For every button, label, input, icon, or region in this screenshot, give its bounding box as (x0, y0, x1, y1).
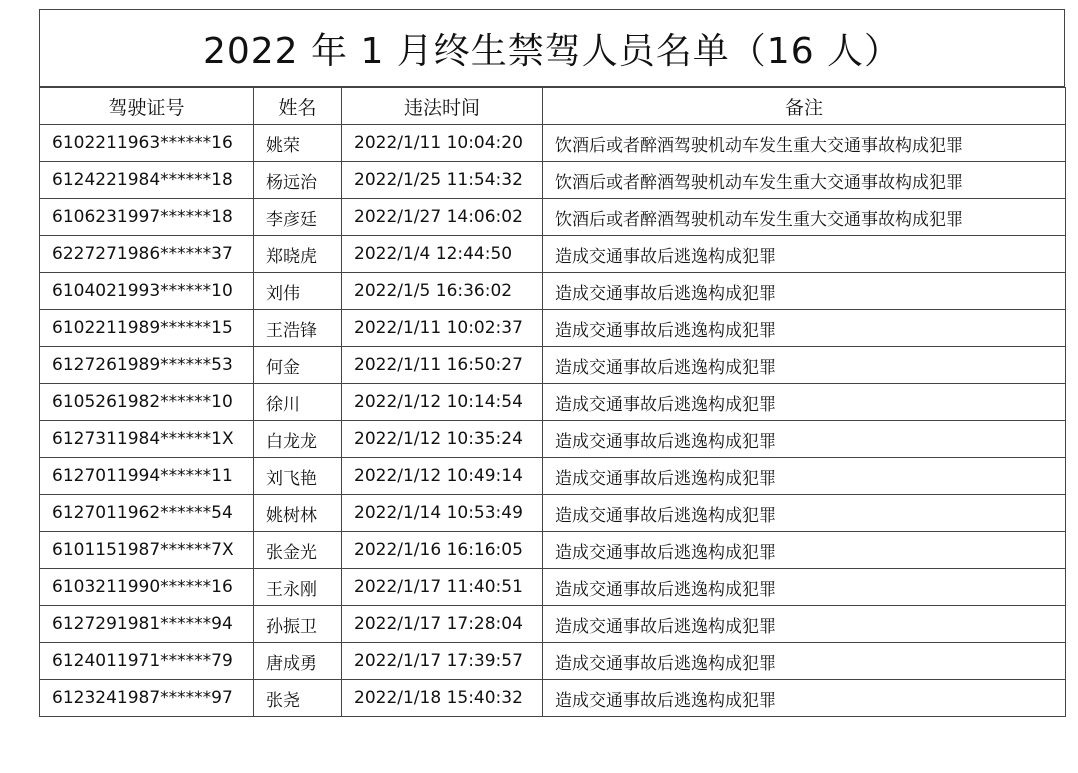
cell-violation-time: 2022/1/18 15:40:32 (342, 680, 543, 717)
cell-remarks: 造成交通事故后逃逸构成犯罪 (543, 680, 1066, 717)
table-row (40, 384, 1066, 421)
header-violation-time: 违法时间 (342, 88, 543, 125)
cell-name: 刘伟 (254, 273, 342, 310)
header-name: 姓名 (254, 88, 342, 125)
cell-violation-time: 2022/1/11 10:02:37 (342, 310, 543, 347)
cell-license-number: 6102211963******16 (40, 125, 254, 162)
cell-license-number: 6127291981******94 (40, 606, 254, 643)
table-row (40, 310, 1066, 347)
cell-name: 张金光 (254, 532, 342, 569)
cell-violation-time: 2022/1/17 17:39:57 (342, 643, 543, 680)
cell-violation-time: 2022/1/14 10:53:49 (342, 495, 543, 532)
table-row (40, 680, 1066, 717)
cell-name: 王永刚 (254, 569, 342, 606)
cell-name: 姚荣 (254, 125, 342, 162)
table-row (40, 421, 1066, 458)
cell-remarks: 造成交通事故后逃逸构成犯罪 (543, 606, 1066, 643)
header-license-number: 驾驶证号 (40, 88, 254, 125)
cell-remarks: 造成交通事故后逃逸构成犯罪 (543, 458, 1066, 495)
cell-name: 刘飞艳 (254, 458, 342, 495)
cell-name: 杨远治 (254, 162, 342, 199)
cell-remarks: 造成交通事故后逃逸构成犯罪 (543, 532, 1066, 569)
cell-remarks: 造成交通事故后逃逸构成犯罪 (543, 495, 1066, 532)
cell-name: 张尧 (254, 680, 342, 717)
cell-violation-time: 2022/1/17 11:40:51 (342, 569, 543, 606)
cell-name: 白龙龙 (254, 421, 342, 458)
cell-license-number: 6127311984******1X (40, 421, 254, 458)
cell-remarks: 造成交通事故后逃逸构成犯罪 (543, 421, 1066, 458)
table-row (40, 273, 1066, 310)
banned-drivers-sheet (39, 9, 1065, 717)
cell-remarks: 饮酒后或者醉酒驾驶机动车发生重大交通事故构成犯罪 (543, 125, 1066, 162)
table-row (40, 532, 1066, 569)
cell-violation-time: 2022/1/12 10:14:54 (342, 384, 543, 421)
cell-remarks: 造成交通事故后逃逸构成犯罪 (543, 384, 1066, 421)
cell-name: 唐成勇 (254, 643, 342, 680)
cell-violation-time: 2022/1/4 12:44:50 (342, 236, 543, 273)
cell-name: 姚树林 (254, 495, 342, 532)
table-row (40, 643, 1066, 680)
cell-license-number: 6102211989******15 (40, 310, 254, 347)
page-title: 2022 年 1 月终生禁驾人员名单（16 人） (39, 9, 1065, 87)
cell-name: 徐川 (254, 384, 342, 421)
table-row (40, 347, 1066, 384)
drivers-table (39, 87, 1066, 717)
cell-violation-time: 2022/1/12 10:49:14 (342, 458, 543, 495)
cell-license-number: 6127261989******53 (40, 347, 254, 384)
table-row (40, 125, 1066, 162)
cell-remarks: 饮酒后或者醉酒驾驶机动车发生重大交通事故构成犯罪 (543, 162, 1066, 199)
cell-remarks: 造成交通事故后逃逸构成犯罪 (543, 643, 1066, 680)
cell-name: 王浩锋 (254, 310, 342, 347)
cell-name: 郑晓虎 (254, 236, 342, 273)
cell-remarks: 造成交通事故后逃逸构成犯罪 (543, 569, 1066, 606)
table-row (40, 236, 1066, 273)
cell-violation-time: 2022/1/16 16:16:05 (342, 532, 543, 569)
cell-license-number: 6124011971******79 (40, 643, 254, 680)
cell-license-number: 6227271986******37 (40, 236, 254, 273)
table-row (40, 569, 1066, 606)
cell-license-number: 6123241987******97 (40, 680, 254, 717)
cell-remarks: 造成交通事故后逃逸构成犯罪 (543, 236, 1066, 273)
table-row (40, 458, 1066, 495)
table-row (40, 162, 1066, 199)
cell-name: 李彦廷 (254, 199, 342, 236)
cell-violation-time: 2022/1/11 10:04:20 (342, 125, 543, 162)
cell-name: 何金 (254, 347, 342, 384)
cell-license-number: 6127011994******11 (40, 458, 254, 495)
cell-license-number: 6127011962******54 (40, 495, 254, 532)
cell-remarks: 饮酒后或者醉酒驾驶机动车发生重大交通事故构成犯罪 (543, 199, 1066, 236)
table-row (40, 606, 1066, 643)
cell-license-number: 6106231997******18 (40, 199, 254, 236)
cell-violation-time: 2022/1/12 10:35:24 (342, 421, 543, 458)
cell-remarks: 造成交通事故后逃逸构成犯罪 (543, 310, 1066, 347)
cell-remarks: 造成交通事故后逃逸构成犯罪 (543, 273, 1066, 310)
cell-license-number: 6103211990******16 (40, 569, 254, 606)
table-row (40, 199, 1066, 236)
table-body (40, 125, 1066, 717)
cell-license-number: 6124221984******18 (40, 162, 254, 199)
cell-violation-time: 2022/1/17 17:28:04 (342, 606, 543, 643)
table-header-row (40, 88, 1066, 125)
header-remarks: 备注 (543, 88, 1066, 125)
cell-remarks: 造成交通事故后逃逸构成犯罪 (543, 347, 1066, 384)
cell-license-number: 6101151987******7X (40, 532, 254, 569)
cell-license-number: 6105261982******10 (40, 384, 254, 421)
cell-license-number: 6104021993******10 (40, 273, 254, 310)
table-row (40, 495, 1066, 532)
cell-violation-time: 2022/1/25 11:54:32 (342, 162, 543, 199)
cell-violation-time: 2022/1/27 14:06:02 (342, 199, 543, 236)
cell-name: 孙振卫 (254, 606, 342, 643)
cell-violation-time: 2022/1/11 16:50:27 (342, 347, 543, 384)
cell-violation-time: 2022/1/5 16:36:02 (342, 273, 543, 310)
